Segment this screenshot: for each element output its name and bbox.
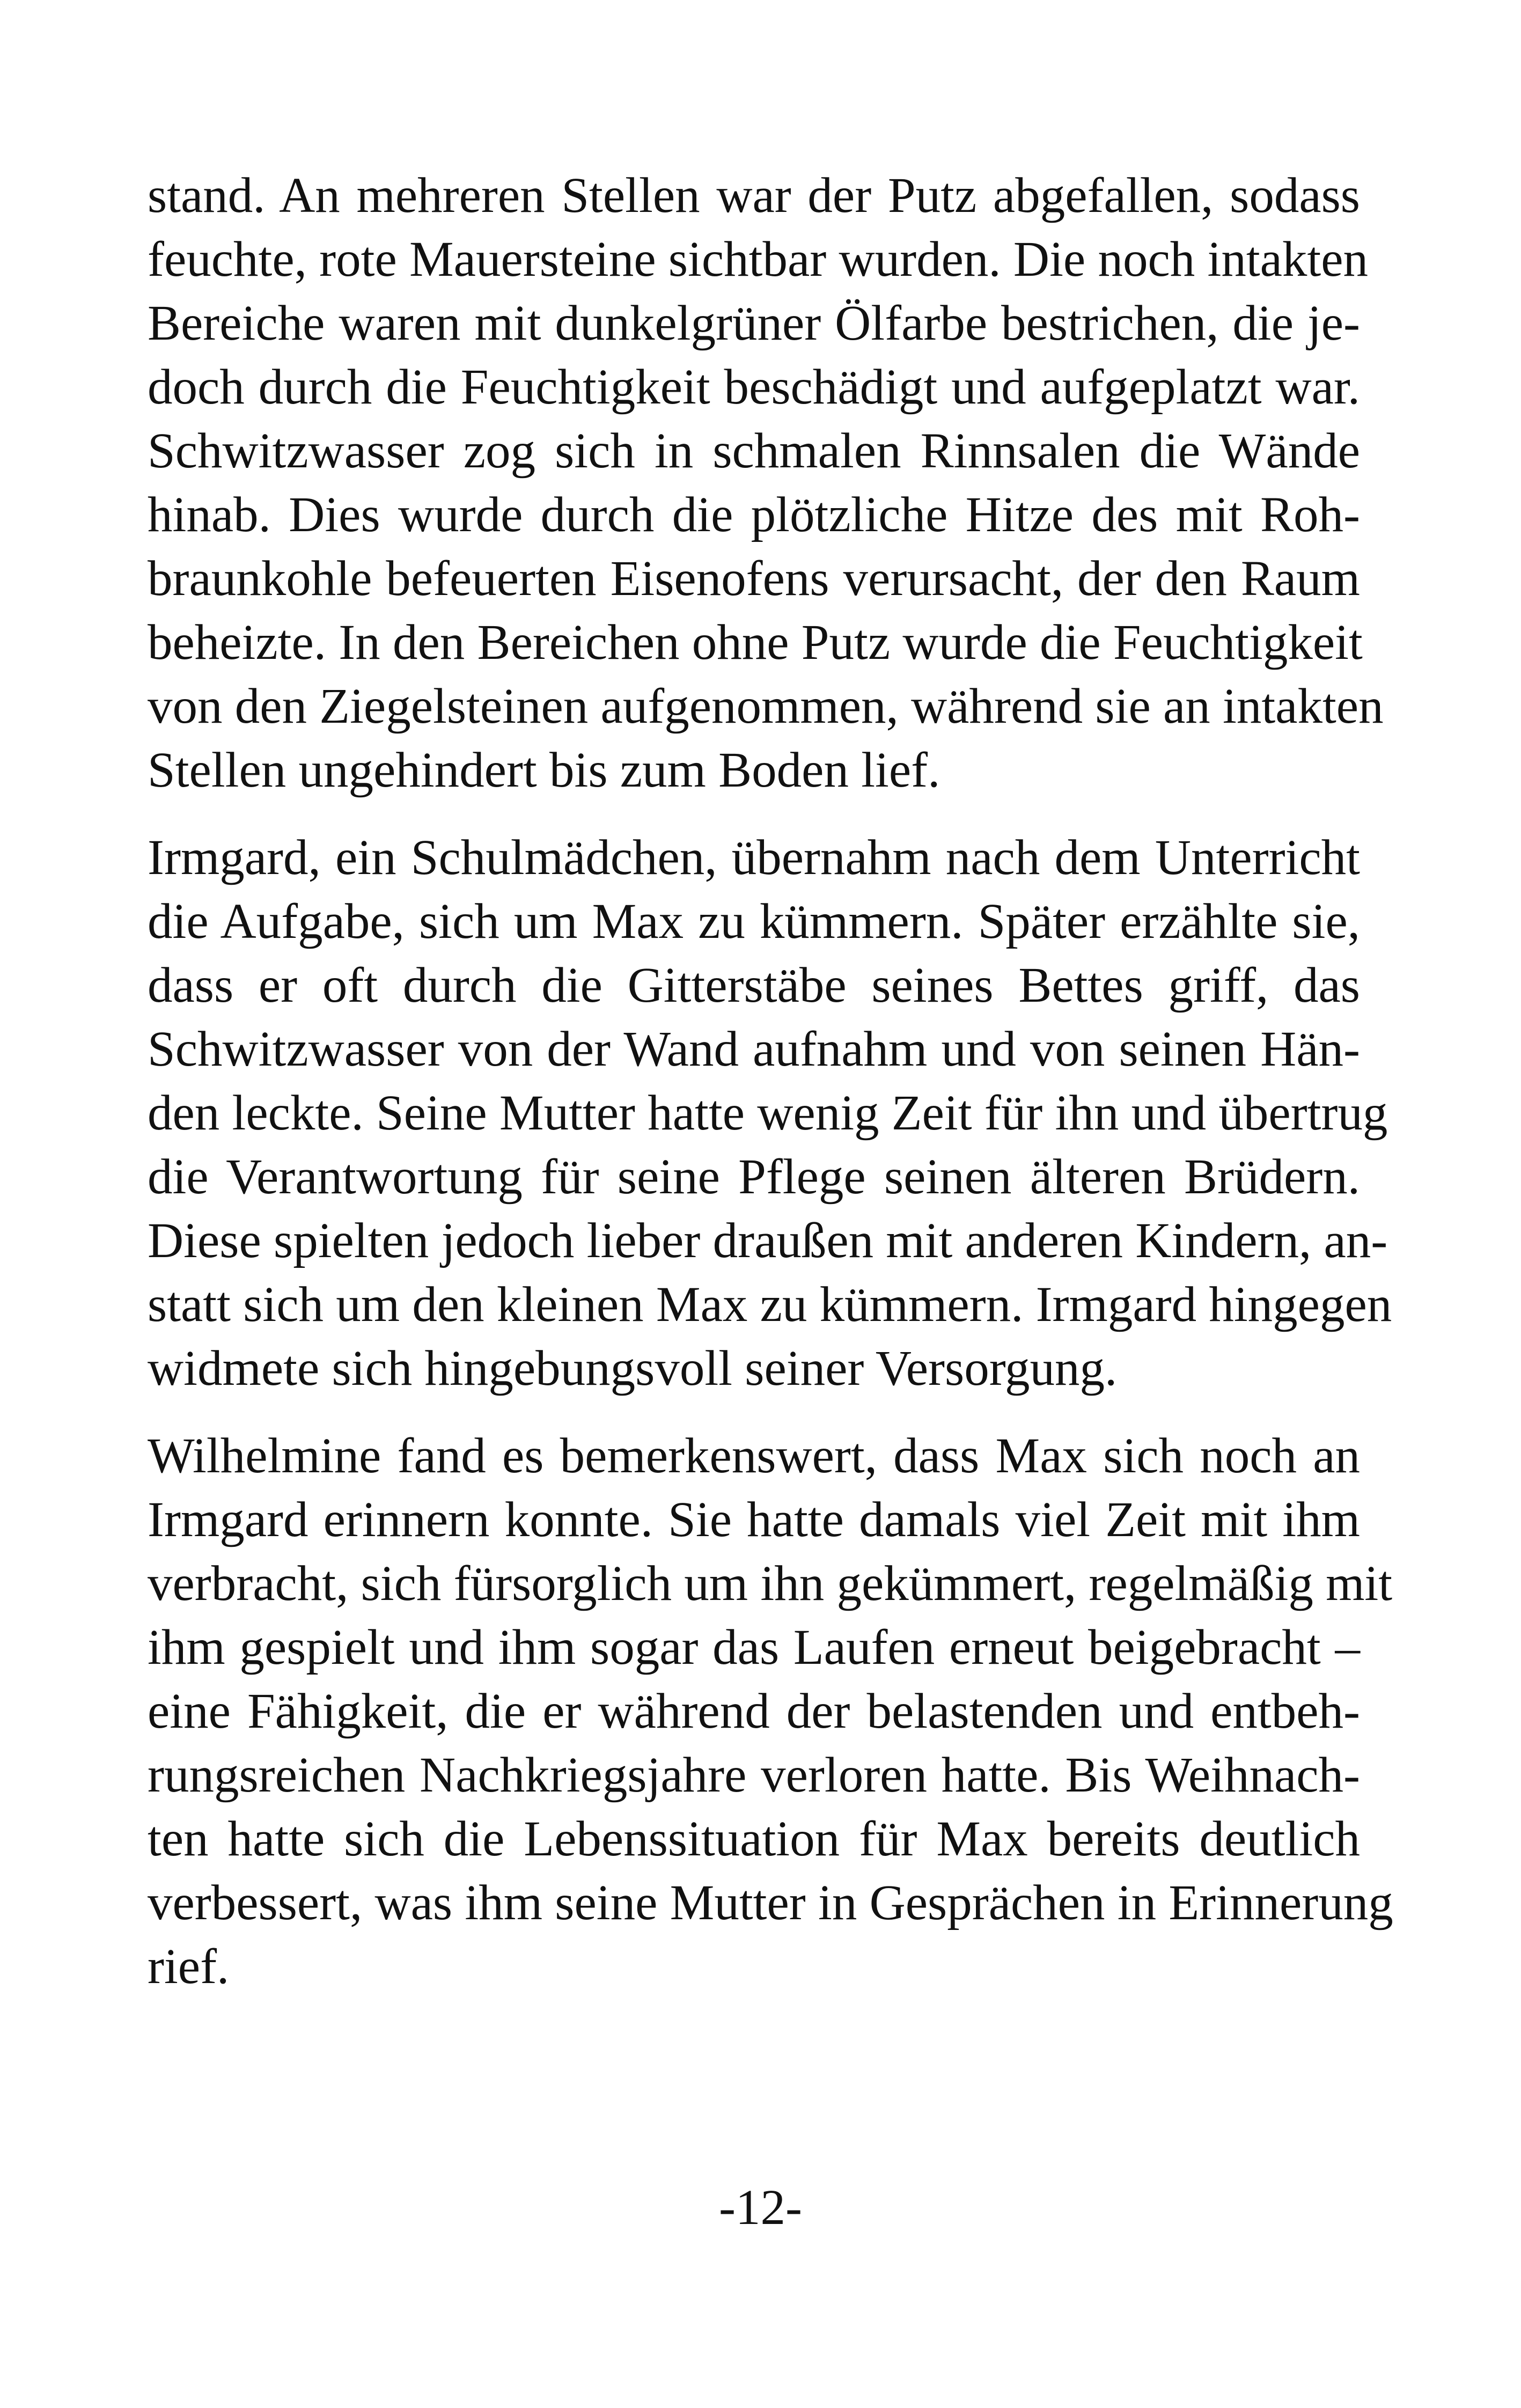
text-line: eine Fähigkeit, die er während der belastenden und entbeh- [148, 1684, 1360, 1739]
paragraph-1 [148, 164, 1384, 802]
text-line: Schwitzwasser zog sich in schmalen Rinnsalen die Wände [148, 423, 1360, 479]
text-line: verbessert, was ihm seine Mutter in Gesprächen in Erinnerung [148, 1875, 1393, 1930]
text-line: Schwitzwasser von der Wand aufnahm und von seinen Hän- [148, 1022, 1360, 1077]
text-line: von den Ziegelsteinen aufgenommen, während sie an intakten [148, 679, 1384, 734]
text-line: stand. An mehreren Stellen war der Putz abgefallen, sodass [148, 168, 1360, 223]
text-line: rungsreichen Nachkriegsjahre verloren hatte. Bis Weihnach- [148, 1748, 1360, 1803]
paragraph-2 [148, 826, 1392, 1400]
text-line: doch durch die Feuchtigkeit beschädigt und aufgeplatzt war. [148, 359, 1360, 415]
text-line: Bereiche waren mit dunkelgrüner Ölfarbe bestrichen, die je- [148, 296, 1360, 351]
text-line: ihm gespielt und ihm sogar das Laufen erneut beigebracht – [148, 1620, 1360, 1675]
text-line: den leckte. Seine Mutter hatte wenig Zeit für ihn und übertrug [148, 1085, 1388, 1141]
text-line: beheizte. In den Bereichen ohne Putz wurde die Feuchtigkeit [148, 615, 1363, 670]
text-line: hinab. Dies wurde durch die plötzliche Hitze des mit Roh- [148, 487, 1360, 542]
text-line: Wilhelmine fand es bemerkenswert, dass Max sich noch an [148, 1428, 1360, 1484]
body-text [148, 164, 1393, 2022]
page-number: -12- [719, 2180, 802, 2235]
text-line: Diese spielten jedoch lieber draußen mit anderen Kindern, an- [148, 1213, 1388, 1268]
text-line: die Aufgabe, sich um Max zu kümmern. Später erzählte sie, [148, 894, 1360, 949]
text-line: verbracht, sich fürsorglich um ihn gekümmert, regelmäßig mit [148, 1556, 1393, 1611]
paragraph-3 [148, 1424, 1393, 1999]
text-line: widmete sich hingebungsvoll seiner Versorgung. [148, 1341, 1118, 1396]
text-line: Stellen ungehindert bis zum Boden lief. [148, 743, 940, 798]
text-line: die Verantwortung für seine Pflege seinen älteren Brüdern. [148, 1149, 1360, 1205]
text-line: feuchte, rote Mauersteine sichtbar wurden. Die noch intakten [148, 232, 1369, 287]
text-line: rief. [148, 1939, 230, 1994]
text-line: ten hatte sich die Lebenssituation für Max bereits deutlich [148, 1811, 1360, 1867]
text-line: Irmgard, ein Schulmädchen, übernahm nach dem Unterricht [148, 830, 1360, 885]
text-line: braunkohle befeuerten Eisenofens verursacht, der den Raum [148, 551, 1360, 606]
text-line: dass er oft durch die Gitterstäbe seines Bettes griff, das [148, 958, 1360, 1013]
text-line: statt sich um den kleinen Max zu kümmern. Irmgard hingegen [148, 1277, 1392, 1332]
text-line: Irmgard erinnern konnte. Sie hatte damals viel Zeit mit ihm [148, 1492, 1360, 1547]
